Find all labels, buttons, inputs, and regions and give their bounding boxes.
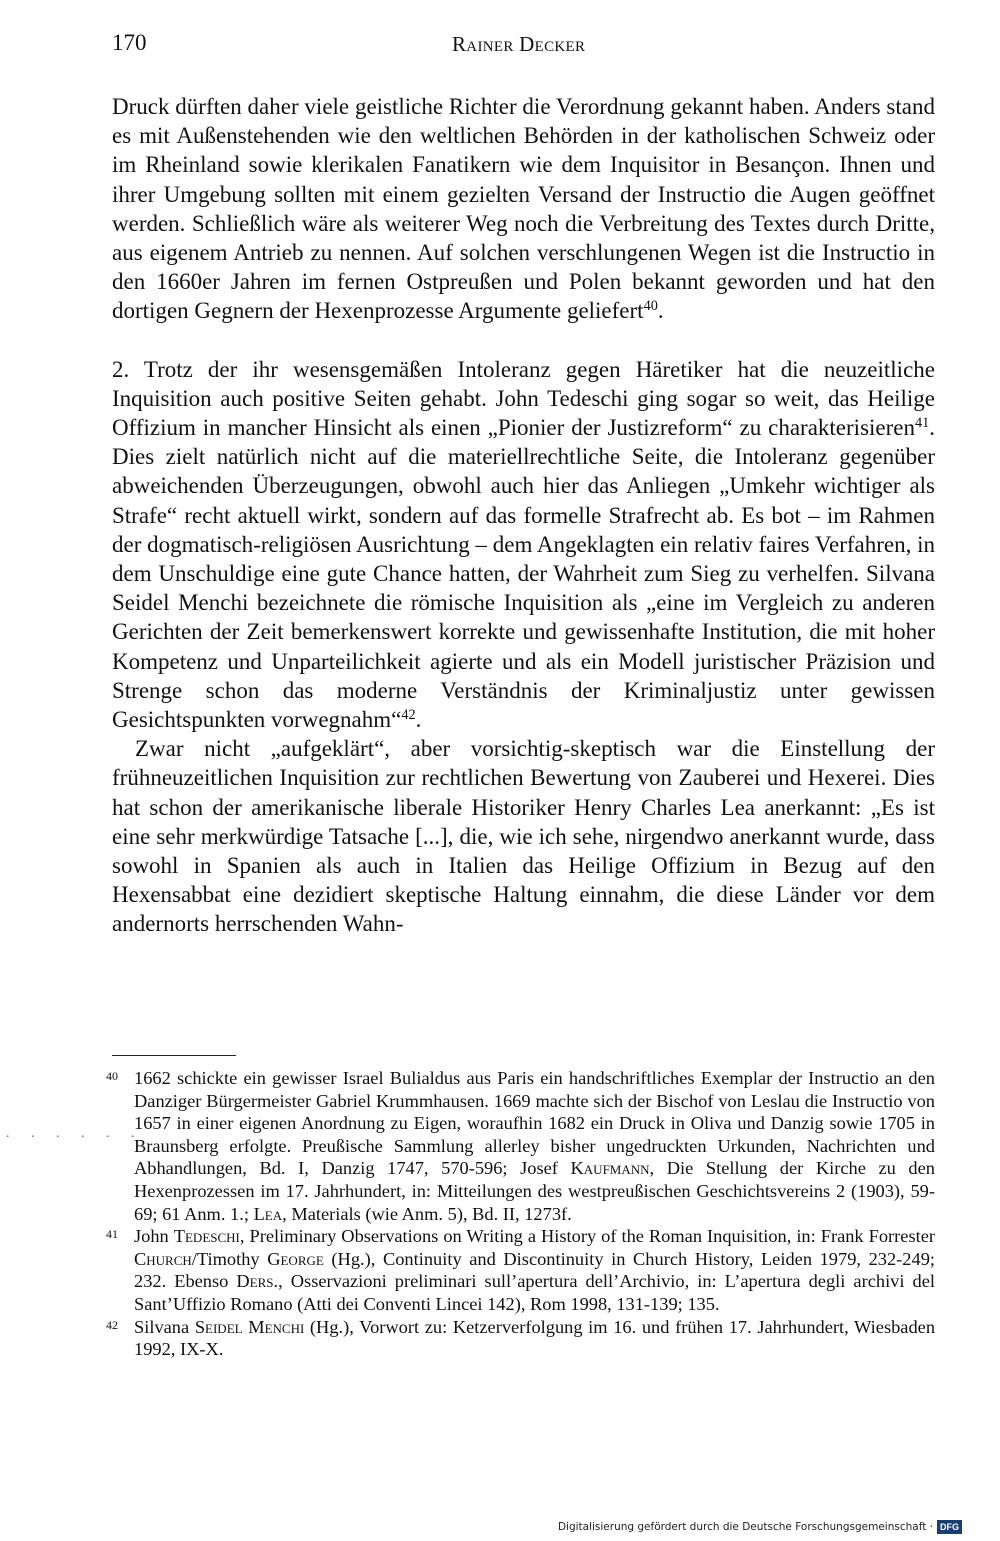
page-header [112, 30, 935, 64]
paragraph-text: . [657, 298, 664, 324]
footnote-number: 42 [106, 1317, 118, 1332]
author-name: George [267, 1248, 324, 1269]
footnote-text: 1662 schickte ein gewisser Israel Bulialdus aus Paris ein handschriftliches Exemplar der Instructio an den Danziger Bürgermeister Gabriel Krummhausen. 1669 machte sich der Bischof von Leslau die Instructio von 1657 in einer eigenen Anordnung zu Eigen, woraufhin 1682 ein Druck in Oliva und Danzig sowie 1705 in Braunsberg erfolgte. Preußische Sammlung allerley bisher ungedruckten Urkunden, Nachrichten und Abhandlungen, Bd. I, Danzig 1747, 570-596; Josef [134, 1068, 935, 1179]
paragraph-text: Druck dürften daher viele geistliche Richter die Verordnung gekannt haben. Anders stand es mit Außenstehenden wie den weltlichen Behörden in der katholischen Schweiz oder im Rheinland sowie klerikalen Fanatikern wie dem Inquisitor in Besançon. Ihnen und ihrer Umgebung sollten mit einem gezielten Versand der Instructio die Augen geöffnet werden. Schließlich wäre als weiterer Weg noch die Verbreitung des Textes durch Dritte, aus eigenem Antrieb zu nennen. Auf solchen verschlungenen Wegen ist die Instructio in den 1660er Jahren im fernen Ostpreußen und Polen bekannt geworden und hat den dortigen Gegnern der Hexenprozesse Argumente geliefert [112, 94, 935, 324]
main-text [112, 92, 935, 939]
author-name: Kaufmann [570, 1158, 650, 1179]
credit-text: Digitalisierung gefördert durch die Deutsche Forschungsgemeinschaft · [557, 1521, 933, 1533]
footnote-text: , Materials (wie Anm. 5), Bd. II, 1273f. [282, 1203, 572, 1224]
footnote-text: , Die Stellung der Kirche zu den Hexenprozessen im 17. Jahrhundert, in: Mitteilungen des westpreußischen Geschichtsvereins 2 (1903), 59-69; 61 Anm. 1.; [134, 1158, 935, 1224]
digitization-credit [558, 1519, 962, 1535]
paragraph [112, 734, 935, 938]
footnote-number: 40 [106, 1069, 118, 1083]
paragraph-text: . [415, 707, 422, 733]
footnote-text: (Hg.), Continuity and Discontinuity in Church History, Leiden 1979, 232-249; 232. Ebenso [134, 1248, 936, 1292]
paragraph-text: 2. Trotz der ihr wesensgemäßen Intoleranz gegen Häretiker hat die neuzeitliche Inquisition auch positive Seiten gehabt. John Tedeschi ging sogar so weit, das Heilige Offizium in mancher Hinsicht als einen „Pionier der Justizreform“ zu charakterisieren [112, 356, 935, 441]
footnote-text: , Preliminary Observations on Writing a History of the Roman Inquisition, in: Frank Forrester [239, 1226, 936, 1247]
author-name: Tedeschi [173, 1226, 240, 1247]
footnote [106, 1316, 936, 1361]
footnote-ref: 41 [915, 415, 930, 432]
author-name: Ders [236, 1271, 274, 1292]
footnote-text: ., Osservazioni preliminari sull’apertura dell’Archivio, in: L’apertura degli archivi del Sant’Uffizio Romano (Atti dei Conventi Lincei 142), Rom 1998, 131-139; 135. [134, 1271, 935, 1314]
paragraph [112, 92, 935, 326]
paragraph-text: . Dies zielt natürlich nicht auf die materiellrechtliche Seite, die Intoleranz gegenüber abweichenden Überzeugungen, obwohl auch hier das Anliegen „Umkehr wichtiger als Strafe“ recht aktuell wirkt, sondern auf das formelle Strafrecht ab. Es bot – im Rahmen der dogmatisch-religiösen Ausrichtung – dem Angeklagten ein relativ faires Verfahren, in dem Unschuldige eine gute Chance hatten, der Wahrheit zum Sieg zu verhelfen. Silvana Seidel Menchi bezeichnete die römische Inquisition als „eine im Vergleich zu anderen Gerichten der Zeit bemerkenswert korrekte und gewissenhafte Institution, die mit hoher Kompetenz und Unparteilichkeit agierte und als ein Modell juristischer Präzision und Strenge schon das moderne Verständnis der Kriminaljustiz unter gewissen Gesichtspunkten vorwegnahm“ [112, 415, 935, 733]
footnote-ref: 40 [643, 298, 658, 315]
running-head: Rainer Decker [452, 32, 586, 56]
footnote-number: 41 [106, 1227, 118, 1242]
footnote-text: Silvana [134, 1316, 195, 1337]
footnote-text: John [134, 1226, 174, 1247]
footnote-text: (Hg.), Vorwort zu: Ketzerverfolgung im 16. und frühen 17. Jahrhundert, Wiesbaden 1992, IX-X. [134, 1316, 936, 1360]
margin-marks: . . . . . . [6, 1126, 144, 1141]
paragraph-text: Zwar nicht „aufgeklärt“, aber vorsichtig-skeptisch war die Einstellung der frühneuzeitlichen Inquisition zur rechtlichen Bewertung von Zauberei und Hexerei. Dies hat schon der amerikanische liberale Historiker Henry Charles Lea anerkannt: „Es ist eine sehr merkwürdige Tatsache [...], die, wie ich sehe, nirgendwo anerkannt wurde, dass sowohl in Spanien als auch in Italien das Heilige Offizium in Bezug auf den Hexensabbat eine dezidiert skeptische Haltung einnahm, die diese Länder vor dem andernorts herrschenden Wahn- [112, 736, 935, 937]
footnote [106, 1067, 935, 1225]
footnote-text: /Timothy [191, 1248, 268, 1269]
dfg-logo: DFG [937, 1520, 962, 1534]
author-name: Lea [253, 1203, 283, 1224]
author-name: Seidel Menchi [194, 1316, 305, 1337]
author-name: Church [134, 1248, 192, 1269]
page-number: 170 [112, 30, 147, 55]
paragraph [112, 355, 935, 735]
footnote [106, 1225, 936, 1315]
footnote-ref: 42 [401, 707, 416, 724]
footnotes [106, 1067, 936, 1361]
footnote-divider [112, 1055, 236, 1056]
